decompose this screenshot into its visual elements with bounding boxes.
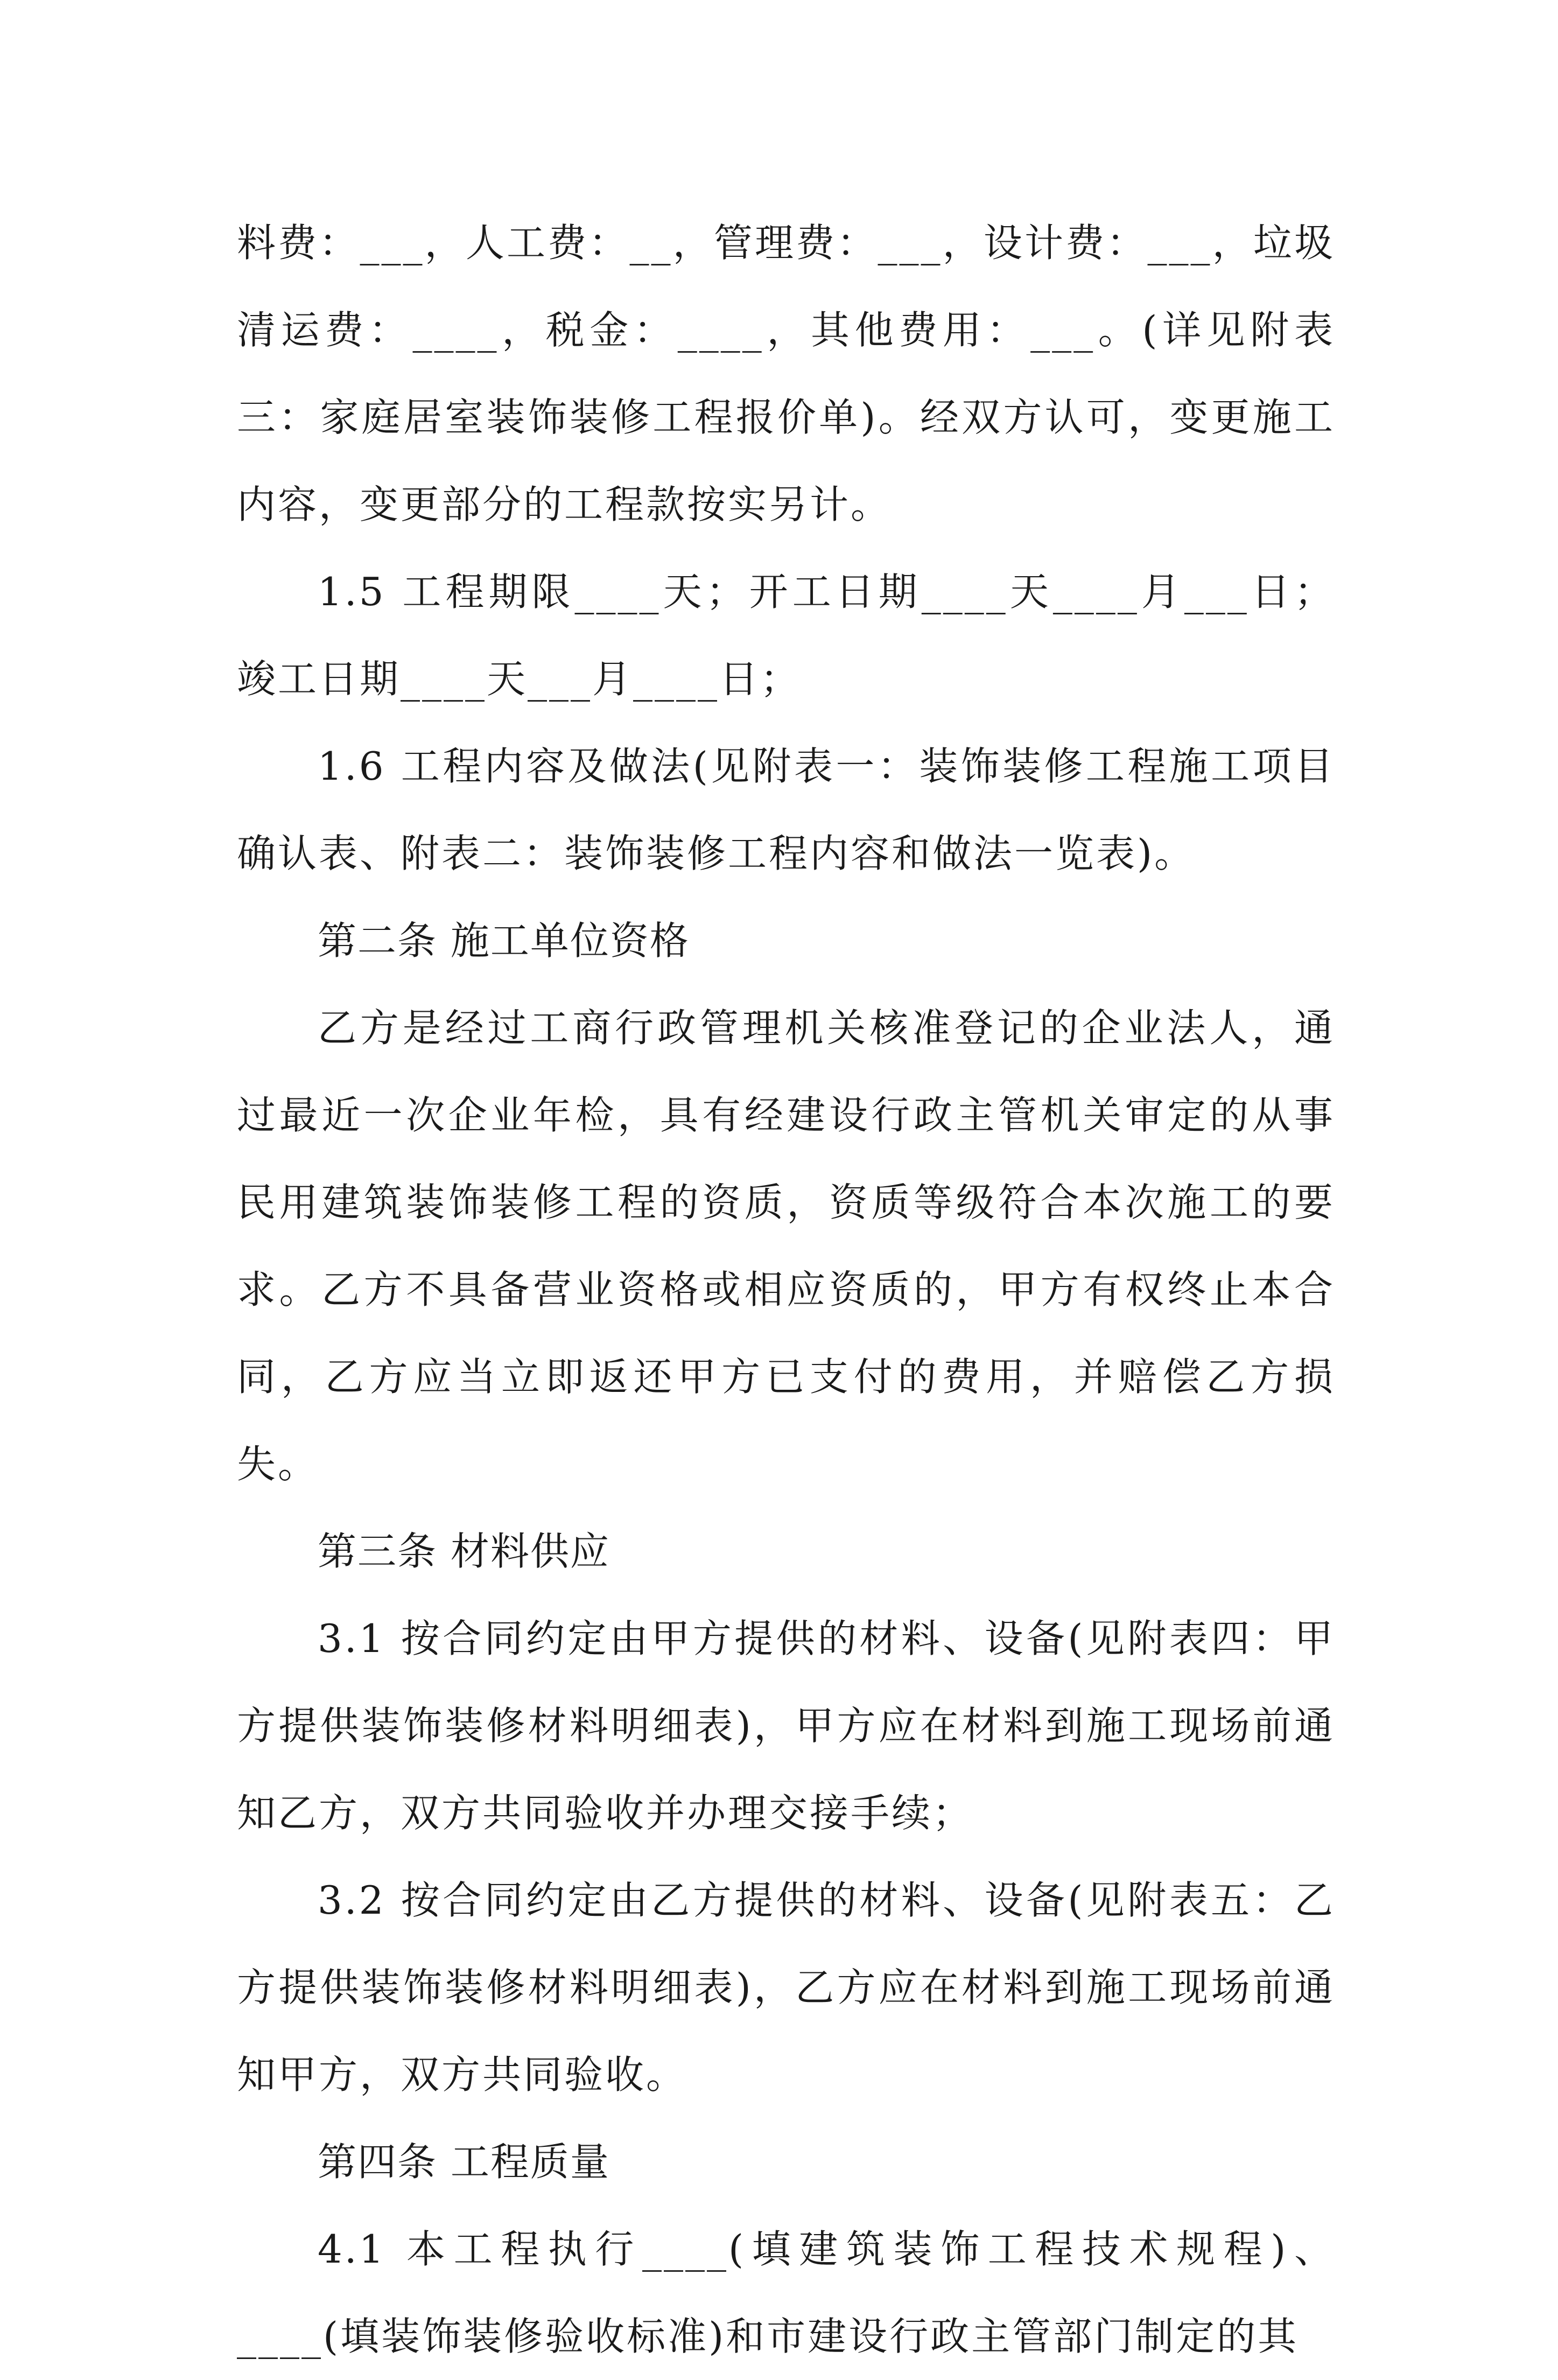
paragraph-fee-breakdown: 料费：___，人工费：__，管理费：___，设计费：___，垃圾清运费：____，税金：____，其他费用：___。(详见附表三：家庭居室装饰装修工程报价单)。经双方认可，变更施工内容，变更部分的工程款按实另计。 <box>237 220 1335 527</box>
document-body <box>237 199 1335 2380</box>
paragraph-1-6-content: 1.6 工程内容及做法(见附表一：装饰装修工程施工项目确认表、附表二：装饰装修工程内容和做法一览表)。 <box>237 744 1335 876</box>
heading-article-3: 第三条 材料供应 <box>318 1529 610 1574</box>
heading-article-2: 第二条 施工单位资格 <box>318 918 690 963</box>
paragraph-1-5-schedule: 1.5 工程期限____天；开工日期____天____月___日；竣工日期____天___月____日； <box>237 569 1335 702</box>
paragraph-article-2-body: 乙方是经过工商行政管理机关核准登记的企业法人，通过最近一次企业年检，具有经建设行政主管机关审定的从事民用建筑装饰装修工程的资质，资质等级符合本次施工的要求。乙方不具备营业资格或相应资质的，甲方有权终止本合同，乙方应当立即返还甲方已支付的费用，并赔偿乙方损失。 <box>237 1005 1335 1487</box>
paragraph-3-1: 3.1 按合同约定由甲方提供的材料、设备(见附表四：甲方提供装饰装修材料明细表)，甲方应在材料到施工现场前通知乙方，双方共同验收并办理交接手续； <box>237 1616 1335 1836</box>
paragraph-4-1: 4.1 本工程执行____(填建筑装饰工程技术规程)、____(填装饰装修验收标准)和市建设行政主管部门制定的其 <box>237 2227 1335 2359</box>
paragraph-3-2: 3.2 按合同约定由乙方提供的材料、设备(见附表五：乙方提供装饰装修材料明细表)，乙方应在材料到施工现场前通知甲方，双方共同验收。 <box>237 1878 1335 2097</box>
heading-article-4: 第四条 工程质量 <box>318 2139 610 2185</box>
